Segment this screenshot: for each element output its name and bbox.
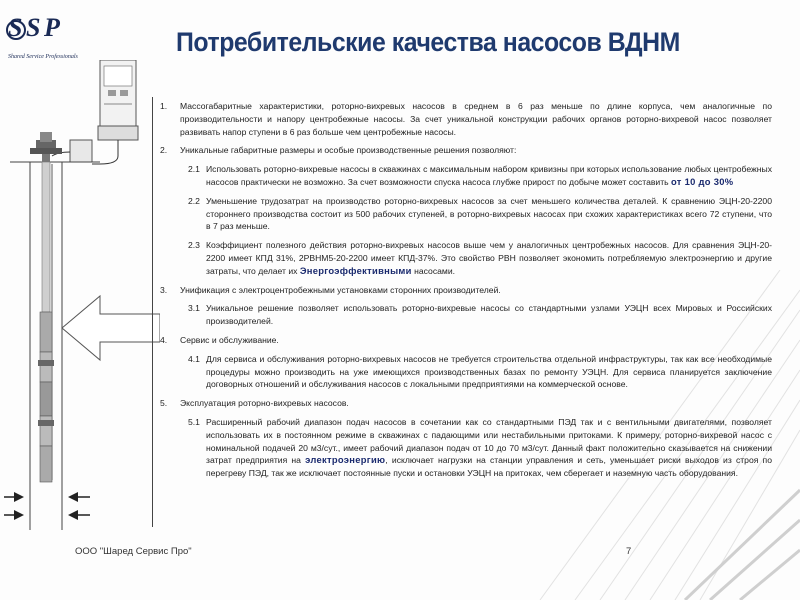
item-number: 4. <box>160 334 168 345</box>
item-text: Массогабаритные характеристики, роторно-вихревых насосов в среднем в 6 раз меньше по длине корпуса, чем аналогичные по производительности и напору центробежные насосы. За счет уникальной конструкции рабочих органов роторно-вихревой насос позволяет развивать напор ступени в 6 раз больше чем центробежные насосы. <box>180 101 772 137</box>
page-number: 7 <box>626 546 632 557</box>
sub-item-text-tail: насосами. <box>411 265 456 276</box>
ssp-logo-icon <box>6 4 76 52</box>
sub-item-text-body: Использовать роторно-вихревые насосы в скважинах с максимальным набором кривизны при которых использование любых центробежных насосов практически не возможно. За счет возможности спуска насоса глубже прирост по добыче может составить <box>206 164 772 187</box>
item-number: 1. <box>160 101 168 111</box>
svg-text:S: S <box>26 13 41 42</box>
list-item-5 <box>160 397 772 410</box>
list-item-1 <box>160 100 772 138</box>
highlight-text: электроэнергию <box>305 454 386 466</box>
svg-text:P: P <box>44 13 60 42</box>
item-number: 3. <box>160 284 168 295</box>
sub-item-number: 2.1 <box>188 164 200 175</box>
sub-item-text-body: Коэффициент полезного действия роторно-вихревых насосов выше чем у аналогичных центробежных насосов. Для сравнения ЭЦН-20-2200 имеет КПД 31%, 2РВНМ5-20-2200 имеет КПД-37%. Это свойство РВН позволяет экономить потребляемую электроэнергию и другие затраты, что делает их <box>206 240 772 276</box>
sub-item-2-1 <box>188 163 772 189</box>
sub-item-3-1 <box>188 302 772 328</box>
svg-text:S: S <box>8 13 23 42</box>
sub-item-text-tail: , исключает нагрузки на станции управления и сеть, уменьшает риски выходов из строя по перегреву ПЭД, так же исключает постоянные пуски и остановки УЭЦН на притоках, чем сберегает и наземную часть оборудования. <box>206 455 772 479</box>
sub-item-2-2 <box>188 195 772 233</box>
sub-item-4-1 <box>188 353 772 391</box>
sub-item-text <box>206 416 772 480</box>
sub-item-2-3 <box>188 239 772 277</box>
page-title: Потребительские качества насосов ВДНМ <box>176 27 680 57</box>
sub-item-number: 2.3 <box>188 240 200 251</box>
item-number: 5. <box>160 398 168 409</box>
item-text: Сервис и обслуживание. <box>180 334 279 345</box>
footer-company-name: ООО "Шаред Сервис Про" <box>75 546 192 557</box>
sub-item-number: 5.1 <box>188 416 200 427</box>
item-number: 2. <box>160 145 168 156</box>
sub-item-number: 4.1 <box>188 353 200 364</box>
sub-item-text: Для сервиса и обслуживания роторно-вихревых насосов не требуется строительства отдельной инфраструктуры, так как все необходимые процедуры можно производить на уже имеющихся производственных базах по ремонту УЭЦН. Для сервиса планируется заключение договорных отношений и обслуживания насосов с локальными предприятиями на коммерческой основе. <box>206 353 772 390</box>
sub-item-text: Уменьшение трудозатрат на производство роторно-вихревых насосов за счет меньшего количества деталей. К сравнению ЭЦН-20-2200 стороннего производства состоит из 500 рабочих ступеней, в роторно-вихревых насосах при схожих характеристиках всего 72 ступени, что в 7 раз меньше. <box>206 195 772 232</box>
main-content <box>160 100 772 486</box>
highlight-text: Энергоэффективными <box>299 264 412 276</box>
logo-caption: Shared Service Professionals <box>8 54 78 60</box>
sub-item-text <box>206 239 772 277</box>
list-item-2 <box>160 144 772 157</box>
sub-item-text-body: Расширенный рабочий диапазон подач насосов в сочетании как со стандартными ПЭД так и с вентильными двигателями, позволяет использовать их в постоянном режиме в скважинах с падающими или нестабильными притоками. К примеру, роторно-вихревой насос с номинальной подачей 20 м3/сут., имеет рабочий диапазон подач от 10 до 70 м3/сут. Данный факт положительно сказывается на снижении затрат предприятия на <box>206 416 772 466</box>
sub-item-number: 2.2 <box>188 195 200 206</box>
sub-item-5-1 <box>188 416 772 480</box>
item-text: Эксплуатация роторно-вихревых насосов. <box>180 398 349 409</box>
item-text: Уникальные габаритные размеры и особые производственные решения позволяют: <box>180 145 517 156</box>
highlight-text: от 10 до 30% <box>671 175 734 187</box>
sub-item-text <box>206 163 772 189</box>
list-item-4 <box>160 334 772 347</box>
list-item-3 <box>160 284 772 297</box>
item-text: Унификация с электроцентробежными установками сторонних производителей. <box>180 284 501 295</box>
sub-item-number: 3.1 <box>188 303 200 314</box>
content-divider <box>152 97 153 527</box>
sub-item-text: Уникальное решение позволяет использовать роторно-вихревые насосы со стандартными узлами УЭЦН всех Мировых и Российских производителей. <box>206 303 772 327</box>
pump-well-illustration <box>0 60 160 560</box>
